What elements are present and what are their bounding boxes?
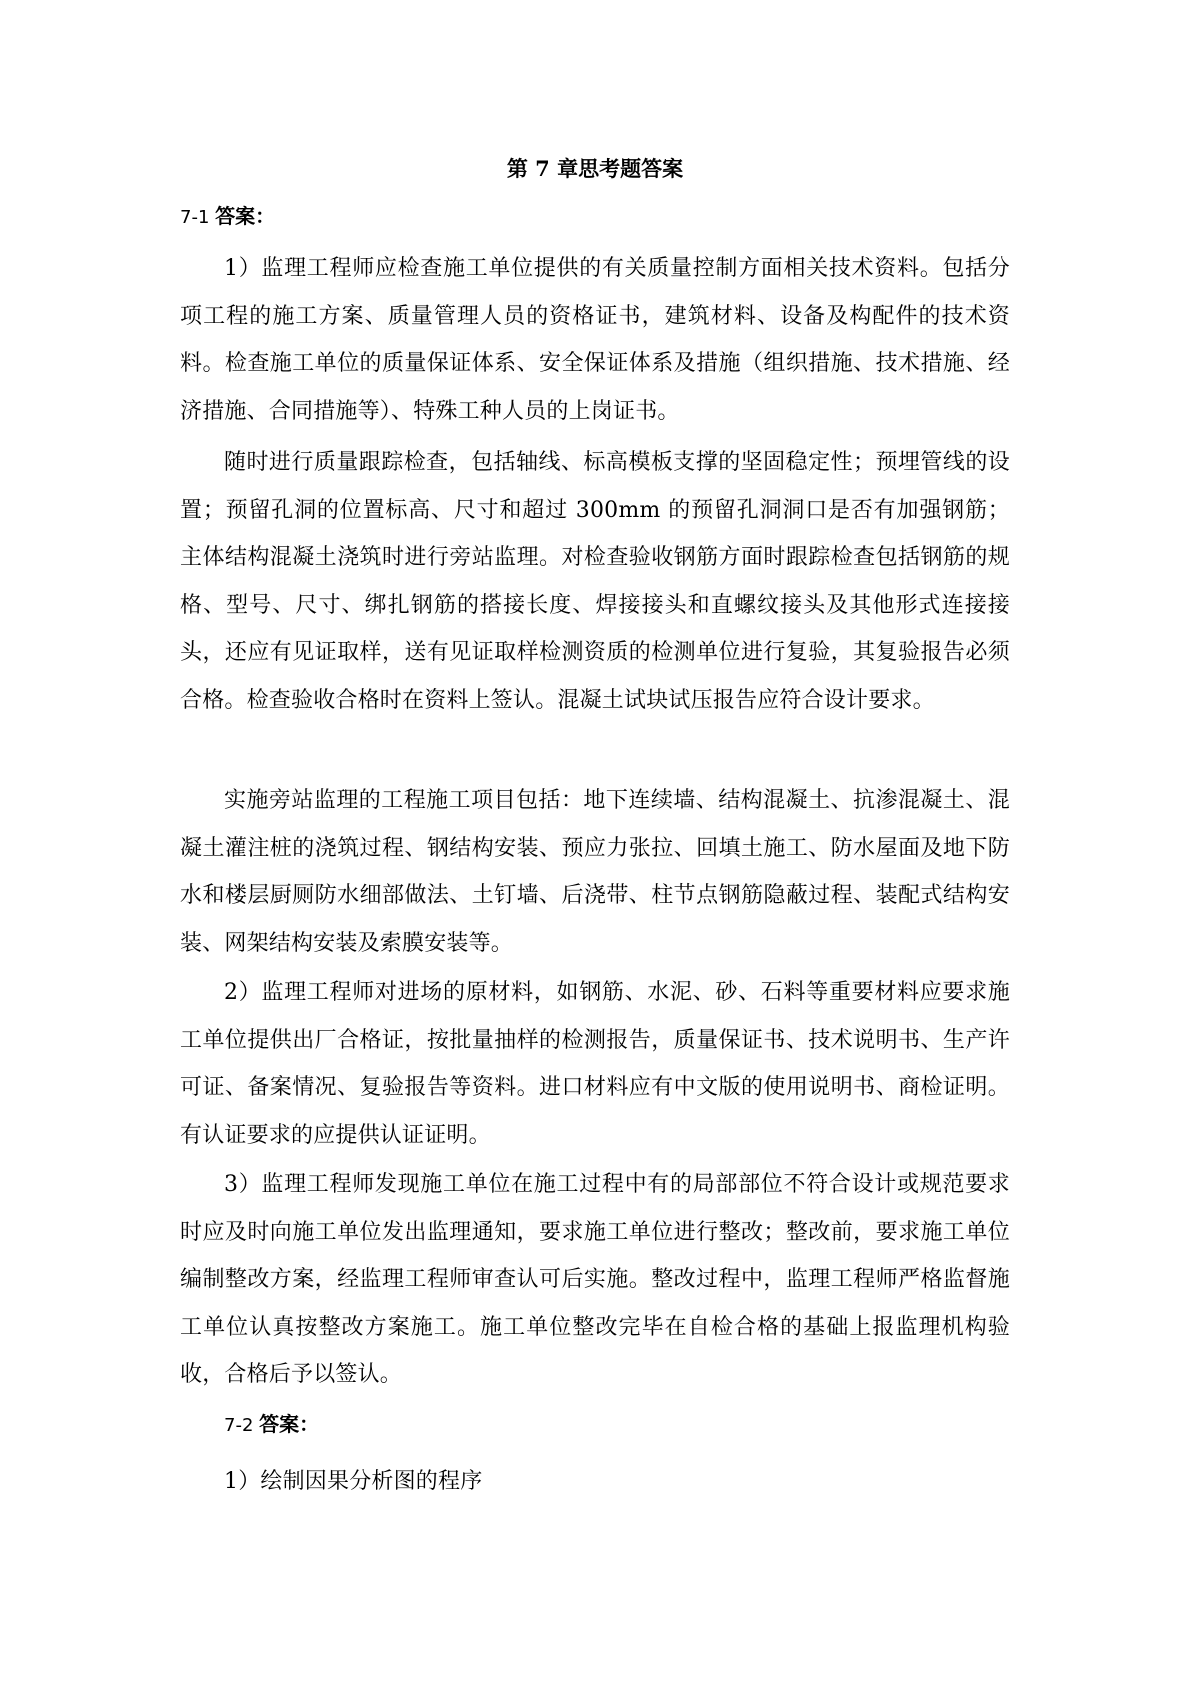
answer-paragraph: 3）监理工程师发现施工单位在施工过程中有的局部部位不符合设计或规范要求时应及时向施工单位发出监理通知，要求施工单位进行整改；整改前，要求施工单位编制整改方案，经监理工程师审查认可后实施。整改过程中，监理工程师严格监督施工单位认真按整改方案施工。施工单位整改完毕在自检合格的基础上报监理机构验收，合格后予以签认。 — [180, 1172, 1010, 1387]
question-number: 7-1 — [180, 207, 216, 228]
answer-label: 答案： — [215, 204, 276, 228]
answer-paragraph: 随时进行质量跟踪检查，包括轴线、标高模板支撑的坚固稳定性；预埋管线的设置；预留孔洞的位置标高、尺寸和超过 300mm 的预留孔洞洞口是否有加强钢筋；主体结构混凝土浇筑时进行旁站监理。对检查验收钢筋方面时跟踪检查包括钢筋的规格、型号、尺寸、绑扎钢筋的搭接长度、焊接接头和直螺纹接头及其他形式连接接头，还应有见证取样，送有见证取样检测资质的检测单位进行复验，其复验报告必须合格。检查验收合格时在资料上签认。混凝土试块试压报告应符合设计要求。 — [180, 450, 1010, 713]
answer-paragraph: 1）绘制因果分析图的程序 — [224, 1469, 483, 1494]
question-7-1-heading — [180, 200, 275, 234]
answer-label: 答案： — [259, 1412, 320, 1436]
answer-paragraph: 1）监理工程师应检查施工单位提供的有关质量控制方面相关技术资料。包括分项工程的施工方案、质量管理人员的资格证书，建筑材料、设备及构配件的技术资料。检查施工单位的质量保证体系、安全保证体系及措施（组织措施、技术措施、经济措施、合同措施等）、特殊工种人员的上岗证书。 — [180, 256, 1010, 424]
document-page — [180, 0, 1010, 1684]
answer-paragraph: 2）监理工程师对进场的原材料，如钢筋、水泥、砂、石料等重要材料应要求施工单位提供出厂合格证，按批量抽样的检测报告，质量保证书、技术说明书、生产许可证、备案情况、复验报告等资料。进口材料应有中文版的使用说明书、商检证明。有认证要求的应提供认证证明。 — [180, 980, 1010, 1148]
question-number: 7-2 — [224, 1415, 260, 1436]
chapter-title: 第 7 章思考题答案 — [506, 156, 684, 181]
answer-paragraph: 实施旁站监理的工程施工项目包括：地下连续墙、结构混凝土、抗渗混凝土、混凝土灌注桩的浇筑过程、钢结构安装、预应力张拉、回填土施工、防水屋面及地下防水和楼层厨厕防水细部做法、土钉墙、后浇带、柱节点钢筋隐蔽过程、装配式结构安装、网架结构安装及索膜安装等。 — [180, 788, 1010, 956]
question-7-2-heading — [224, 1408, 319, 1442]
